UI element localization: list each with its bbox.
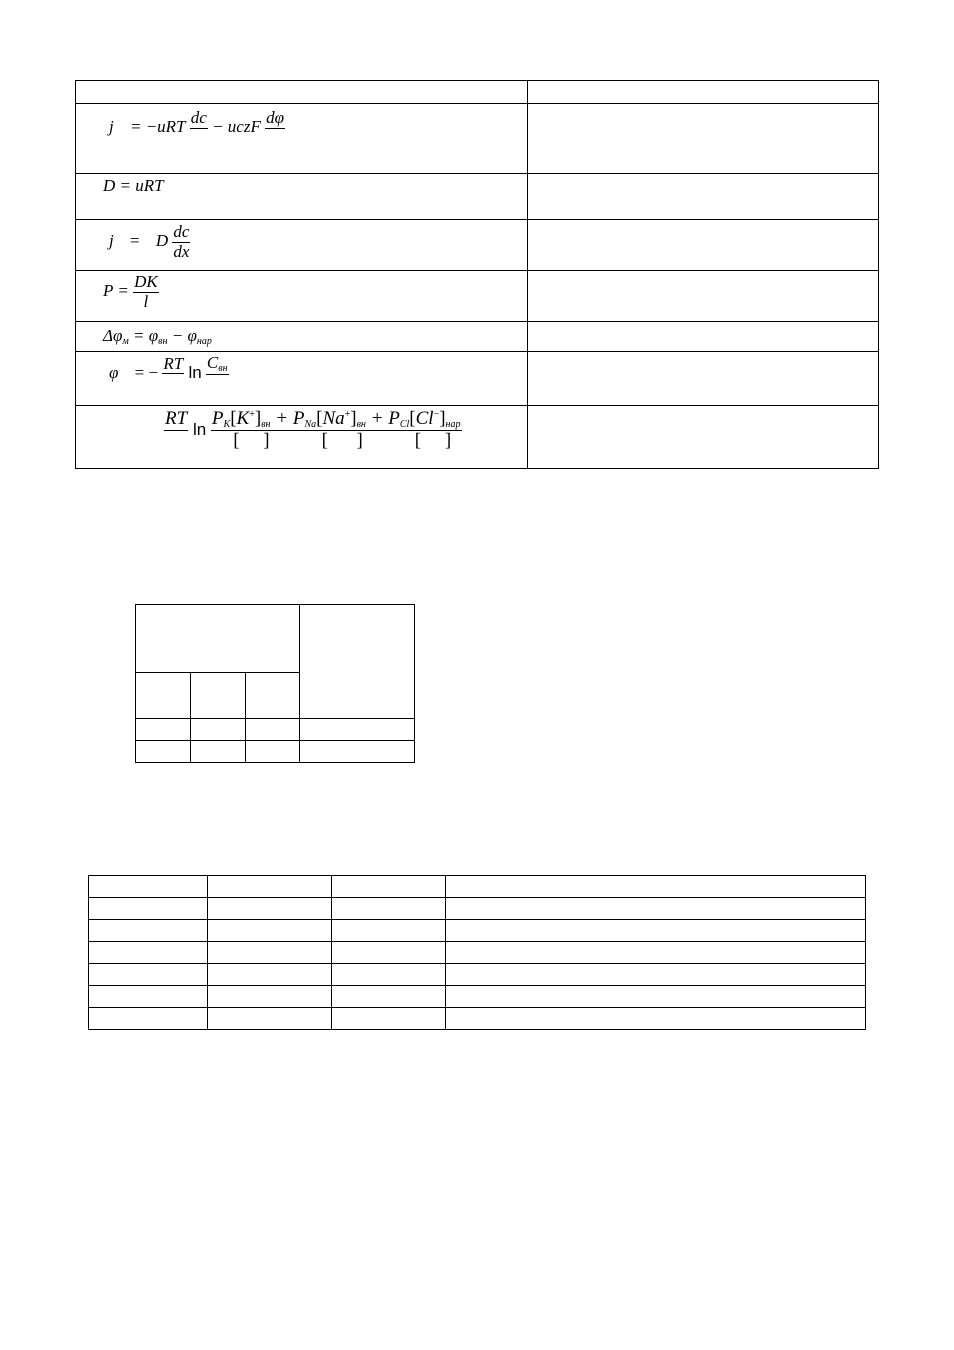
subscript: м — [122, 336, 129, 347]
table-cell — [300, 719, 415, 741]
table-cell — [446, 986, 866, 1008]
table-cell — [332, 942, 446, 964]
formula-cell-nernst — [76, 352, 528, 406]
table-cell — [191, 741, 246, 763]
formula-table — [75, 80, 879, 469]
formula-cell-diffusion-coefficient — [76, 174, 528, 220]
formula-text: − φ — [167, 326, 197, 345]
formula-text: = − — [134, 362, 159, 382]
table-cell — [89, 920, 208, 942]
fraction-numerator: DK — [134, 272, 158, 291]
fraction-numerator: dc — [173, 222, 190, 241]
formula-text: Δφ — [103, 326, 123, 345]
formula-symbol: j — [109, 117, 114, 137]
description-cell — [527, 104, 878, 174]
subheader-cell — [191, 673, 246, 719]
subscript: вн — [218, 363, 228, 374]
result-header-cell — [300, 605, 415, 719]
table-cell — [208, 876, 332, 898]
formula-text: = — [129, 231, 140, 251]
fraction-numerator: RT — [163, 353, 184, 373]
subscript: нар — [196, 336, 212, 347]
table-cell — [332, 920, 446, 942]
formula-text: + P — [370, 408, 400, 429]
table-cell — [446, 942, 866, 964]
formula-cell-membrane-potential — [76, 322, 528, 352]
formula-text: ln — [192, 419, 207, 439]
formula-symbol: Na — [322, 408, 345, 429]
table-cell — [89, 942, 208, 964]
table-cell — [446, 964, 866, 986]
table-cell — [208, 898, 332, 920]
table-cell — [446, 898, 866, 920]
subscript: вн — [158, 336, 168, 347]
formula-text: − uczF — [212, 117, 261, 137]
description-header-cell — [527, 81, 878, 104]
table-cell — [208, 1008, 332, 1030]
fraction-denominator: dx — [173, 241, 190, 261]
formula-symbol: P — [211, 408, 224, 429]
description-cell — [527, 322, 878, 352]
formula-text: + P — [275, 408, 305, 429]
formula-header-cell — [76, 81, 528, 104]
fraction-denominator: l — [143, 291, 149, 311]
formula-text: ln — [188, 362, 202, 382]
table-cell — [89, 898, 208, 920]
table-cell — [332, 898, 446, 920]
table-cell — [208, 964, 332, 986]
fraction-numerator: dφ — [266, 108, 285, 127]
table-cell — [300, 741, 415, 763]
table-cell — [332, 986, 446, 1008]
fraction-numerator: dc — [190, 108, 207, 127]
formula-symbol: D — [155, 231, 169, 251]
formula-text: P = — [103, 281, 129, 301]
description-cell — [527, 220, 878, 271]
formula-symbol: φ — [109, 362, 119, 382]
table-cell — [208, 986, 332, 1008]
subheader-cell — [246, 673, 300, 719]
description-cell — [527, 174, 878, 220]
formula-symbol: K — [236, 408, 250, 429]
formula-text: D = uRT — [103, 176, 164, 195]
subscript: Cl — [399, 419, 410, 430]
table-cell — [89, 876, 208, 898]
table-cell — [332, 876, 446, 898]
subscript: Na — [304, 419, 317, 430]
formula-symbol: C — [206, 353, 219, 372]
description-cell — [527, 352, 878, 406]
data-table — [88, 875, 866, 1030]
table-cell — [89, 964, 208, 986]
concentration-table — [135, 604, 415, 763]
table-cell — [246, 719, 300, 741]
formula-cell-fick — [76, 220, 528, 271]
table-cell — [136, 719, 191, 741]
subscript: вн — [356, 419, 366, 430]
table-cell — [332, 964, 446, 986]
table-cell — [136, 741, 191, 763]
fraction-numerator: RT — [165, 408, 188, 430]
table-cell — [208, 942, 332, 964]
formula-symbol: j — [109, 231, 114, 251]
formula-cell-flux — [76, 104, 528, 174]
merged-header-cell — [136, 605, 300, 673]
table-cell — [332, 1008, 446, 1030]
table-cell — [208, 920, 332, 942]
description-cell — [527, 271, 878, 322]
formula-cell-permeability — [76, 271, 528, 322]
table-cell — [89, 1008, 208, 1030]
subscript: вн — [261, 419, 271, 430]
formula-text: = φ — [128, 326, 159, 345]
table-cell — [446, 1008, 866, 1030]
formula-text: = −uRT — [129, 117, 186, 137]
subscript: нар — [445, 419, 461, 430]
description-cell — [527, 406, 878, 469]
table-cell — [446, 876, 866, 898]
table-cell — [446, 920, 866, 942]
table-cell — [246, 741, 300, 763]
formula-cell-goldman: RT ln $\frac{P_K[K^+]_{вн} + P_{Na}[Na^+]_{вн} + P_{Cl}[Cl^-]_{нар}}{[ ] [ ] [ ]}$ — [76, 406, 528, 469]
table-cell — [89, 986, 208, 1008]
formula-symbol: Cl — [415, 408, 434, 429]
subscript: K — [223, 419, 231, 430]
table-cell — [191, 719, 246, 741]
subheader-cell — [136, 673, 191, 719]
